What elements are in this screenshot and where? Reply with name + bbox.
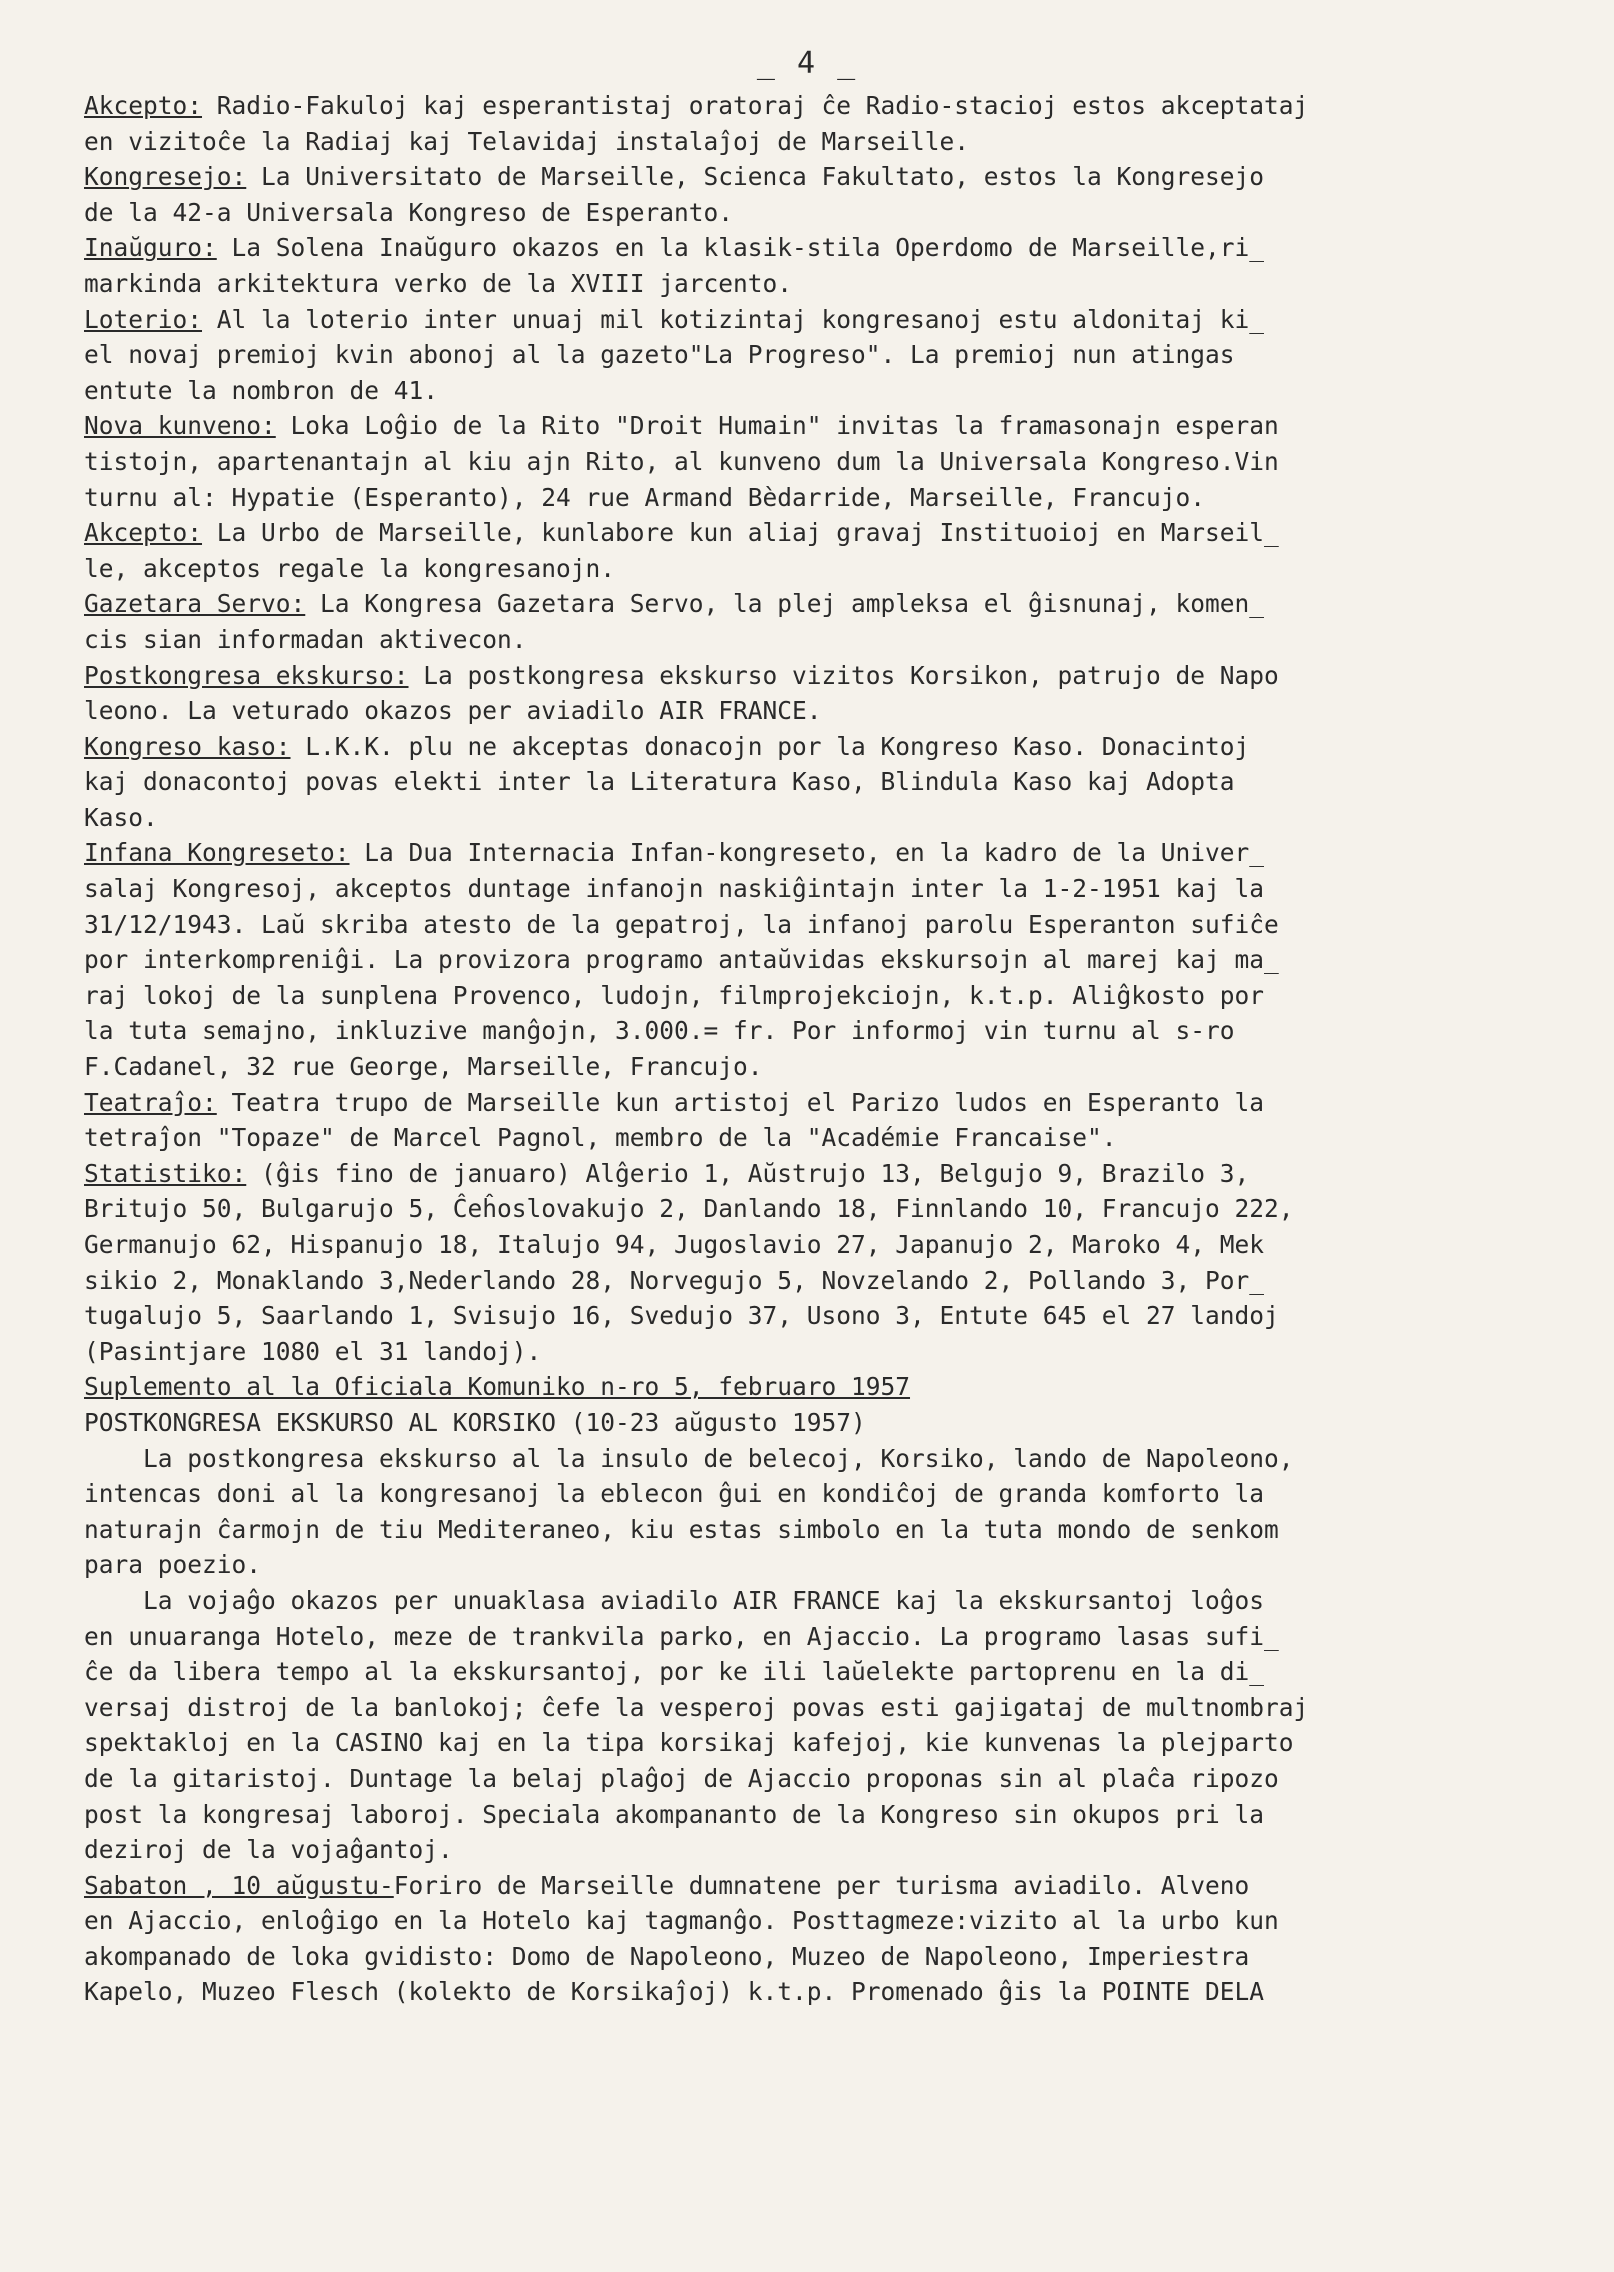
text-line (84, 480, 1544, 516)
text-line (84, 1974, 1544, 2010)
text-line (84, 1583, 1544, 1619)
line-text: versaj distroj de la banlokoj; ĉefe la vesperoj povas esti gajigataj de multnombraj (84, 1692, 1309, 1722)
text-line (84, 1903, 1544, 1939)
line-text: el novaj premioj kvin abonoj al la gazeto"La Progreso". La premioj nun atingas (84, 340, 1235, 370)
text-line (84, 1049, 1544, 1085)
text-line (84, 1939, 1544, 1975)
line-text: spektakloj en la CASINO kaj en la tipa korsikaj kafejoj, kie kunvenas la plejparto (84, 1728, 1294, 1758)
document-body (84, 88, 1544, 2010)
section-label: Akcepto: (84, 518, 203, 548)
text-line (84, 408, 1544, 444)
text-line (84, 1263, 1544, 1299)
text-line (84, 1405, 1544, 1441)
text-line (84, 1761, 1544, 1797)
line-text: La postkongresa ekskurso al la insulo de belecoj, Korsiko, lando de Napoleono, (84, 1443, 1294, 1473)
text-line (84, 1156, 1544, 1192)
text-line (84, 1441, 1544, 1477)
line-text: 31/12/1943. Laŭ skriba atesto de la gepatroj, la infanoj parolu Esperanton sufiĉe (84, 909, 1279, 939)
text-line (84, 337, 1544, 373)
line-text: por interkompreniĝi. La provizora programo antaŭvidas ekskursojn al marej kaj ma_ (84, 945, 1279, 975)
line-text: la tuta semajno, inkluzive manĝojn, 3.000.= fr. Por informoj vin turnu al s-ro (84, 1016, 1235, 1046)
line-text: entute la nombron de 41. (84, 375, 439, 405)
line-text: post la kongresaj laboroj. Speciala akompananto de la Kongreso sin okupos pri la (84, 1799, 1265, 1829)
text-line (84, 1085, 1544, 1121)
line-text: sikio 2, Monaklando 3,Nederlando 28, Norvegujo 5, Novzelando 2, Pollando 3, Por_ (84, 1265, 1265, 1295)
line-text: markinda arkitektura verko de la XVIII jarcento. (84, 268, 793, 298)
line-text: tistojn, apartenantajn al kiu ajn Rito, al kunveno dum la Universala Kongreso.Vin (84, 446, 1279, 476)
line-text: Loka Loĝio de la Rito "Droit Humain" invitas la framasonajn esperan (275, 411, 1279, 441)
section-label: Inaŭguro: (84, 233, 217, 263)
line-text: le, akceptos regale la kongresanojn. (84, 553, 616, 583)
section-label: Statistiko: (84, 1158, 247, 1188)
line-text: La postkongresa ekskurso vizitos Korsikon, patrujo de Napo (408, 660, 1279, 690)
line-text: deziroj de la vojaĝantoj. (84, 1835, 453, 1865)
section-label: Kongreso kaso: (84, 731, 291, 761)
line-text: intencas doni al la kongresanoj la eblecon ĝui en kondiĉoj de granda komforto la (84, 1479, 1265, 1509)
line-text: cis sian informadan aktivecon. (84, 624, 527, 654)
line-text: salaj Kongresoj, akceptos duntage infanojn naskiĝintajn inter la 1-2-1951 kaj la (84, 874, 1265, 904)
text-line (84, 622, 1544, 658)
line-text: akompanado de loka gvidisto: Domo de Napoleono, Muzeo de Napoleono, Imperiestra (84, 1941, 1250, 1971)
text-line (84, 1725, 1544, 1761)
text-line (84, 1369, 1544, 1405)
line-text: Germanujo 62, Hispanujo 18, Italujo 94, Jugoslavio 27, Japanujo 2, Maroko 4, Mek (84, 1230, 1265, 1259)
line-text: tugalujo 5, Saarlando 1, Svisujo 16, Svedujo 37, Usono 3, Entute 645 el 27 landoj (84, 1301, 1279, 1331)
text-line (84, 1120, 1544, 1156)
text-line (84, 444, 1544, 480)
text-line (84, 978, 1544, 1014)
text-line (84, 124, 1544, 160)
line-text: Kapelo, Muzeo Flesch (kolekto de Korsikaĵoj) k.t.p. Promenado ĝis la POINTE DELA (84, 1977, 1265, 2007)
line-text: raj lokoj de la sunplena Provenco, ludojn, filmprojekciojn, k.t.p. Aliĝkosto por (84, 980, 1265, 1010)
section-label: Sabaton , 10 aŭgustu- (84, 1870, 394, 1900)
line-text: POSTKONGRESA EKSKURSO AL KORSIKO (10-23 aŭgusto 1957) (84, 1407, 866, 1437)
text-line (84, 373, 1544, 409)
text-line (84, 1512, 1544, 1548)
text-line (84, 907, 1544, 943)
line-text: La Kongresa Gazetara Servo, la plej ampleksa el ĝisnunaj, komen_ (305, 589, 1265, 619)
line-text: L.K.K. plu ne akceptas donacojn por la Kongreso Kaso. Donacintoj (290, 731, 1250, 761)
text-line (84, 159, 1544, 195)
text-line (84, 266, 1544, 302)
text-line (84, 88, 1544, 124)
line-text: Britujo 50, Bulgarujo 5, Ĉeĥoslovakujo 2, Danlando 18, Finnlando 10, Francujo 222, (84, 1194, 1294, 1224)
line-text: para poezio. (84, 1550, 262, 1580)
text-line (84, 1690, 1544, 1726)
text-line (84, 1227, 1544, 1263)
line-text: La Urbo de Marseille, kunlabore kun aliaj gravaj Instituoioj en Marseil_ (202, 518, 1279, 548)
line-text: Al la loterio inter unuaj mil kotizintaj kongresanoj estu aldonitaj ki_ (202, 304, 1265, 334)
page-number: _ 4 _ (756, 46, 858, 81)
text-line (84, 729, 1544, 765)
text-line (84, 515, 1544, 551)
line-text: de la gitaristoj. Duntage la belaj plaĝoj de Ajaccio proponas sin al plaĉa ripozo (84, 1763, 1279, 1793)
line-text: de la 42-a Universala Kongreso de Esperanto. (84, 197, 734, 227)
line-text: (Pasintjare 1080 el 31 landoj). (84, 1336, 542, 1366)
line-text: Kaso. (84, 802, 158, 832)
text-line (84, 1476, 1544, 1512)
text-line (84, 1654, 1544, 1690)
text-line (84, 1013, 1544, 1049)
section-label: Gazetara Servo: (84, 589, 306, 619)
section-label: Infana Kongreseto: (84, 838, 350, 868)
text-line (84, 693, 1544, 729)
line-text: tetraĵon "Topaze" de Marcel Pagnol, membro de la "Académie Francaise". (84, 1123, 1117, 1153)
text-line (84, 800, 1544, 836)
text-line (84, 764, 1544, 800)
line-text: F.Cadanel, 32 rue George, Marseille, Francujo. (84, 1052, 763, 1082)
text-line (84, 1547, 1544, 1583)
line-text: Foriro de Marseille dumnatene per turisma aviadilo. Alveno (393, 1870, 1250, 1900)
text-line (84, 195, 1544, 231)
line-text: leono. La veturado okazos per aviadilo AIR FRANCE. (84, 696, 822, 726)
line-text: La Dua Internacia Infan-kongreseto, en la kadro de la Univer_ (349, 838, 1265, 868)
text-line (84, 1797, 1544, 1833)
line-text: kaj donacontoj povas elekti inter la Literatura Kaso, Blindula Kaso kaj Adopta (84, 767, 1235, 797)
section-label: Postkongresa ekskurso: (84, 660, 409, 690)
text-line (84, 302, 1544, 338)
text-line (84, 1334, 1544, 1370)
section-label: Akcepto: (84, 91, 203, 120)
text-line (84, 1619, 1544, 1655)
text-line (84, 230, 1544, 266)
text-line (84, 1298, 1544, 1334)
section-label: Teatraĵo: (84, 1087, 217, 1117)
line-text: Teatra trupo de Marseille kun artistoj el Parizo ludos en Esperanto la (216, 1087, 1265, 1117)
line-text: en Ajaccio, enloĝigo en la Hotelo kaj tagmanĝo. Posttagmeze:vizito al la urbo kun (84, 1906, 1279, 1936)
line-text: (ĝis fino de januaro) Alĝerio 1, Aŭstrujo 13, Belgujo 9, Brazilo 3, (246, 1158, 1250, 1188)
text-line (84, 1191, 1544, 1227)
text-line (84, 835, 1544, 871)
section-label: Suplemento al la Oficiala Komuniko n-ro 5, februaro 1957 (84, 1372, 911, 1402)
text-line (84, 586, 1544, 622)
section-label: Loterio: (84, 304, 203, 334)
section-label: Nova kunveno: (84, 411, 276, 441)
text-line (84, 551, 1544, 587)
line-text: Radio-Fakuloj kaj esperantistaj oratoraj ĉe Radio-stacioj estos akceptataj (202, 91, 1309, 120)
line-text: ĉe da libera tempo al la ekskursantoj, por ke ili laŭelekte partoprenu en la di_ (84, 1657, 1265, 1687)
line-text: en unuaranga Hotelo, meze de trankvila parko, en Ajaccio. La programo lasas sufi_ (84, 1621, 1279, 1651)
text-line (84, 871, 1544, 907)
text-line (84, 1868, 1544, 1904)
section-label: Kongresejo: (84, 162, 247, 192)
line-text: naturajn ĉarmojn de tiu Mediteraneo, kiu estas simbolo en la tuta mondo de senkom (84, 1514, 1279, 1544)
line-text: en vizitoĉe la Radiaj kaj Telavidaj instalaĵoj de Marseille. (84, 126, 970, 156)
line-text: La Universitato de Marseille, Scienca Fakultato, estos la Kongresejo (246, 162, 1265, 192)
line-text: La vojaĝo okazos per unuaklasa aviadilo AIR FRANCE kaj la ekskursantoj loĝos (84, 1585, 1265, 1615)
text-line (84, 942, 1544, 978)
line-text: turnu al: Hypatie (Esperanto), 24 rue Armand Bèdarride, Marseille, Francujo. (84, 482, 1206, 512)
line-text: La Solena Inaŭguro okazos en la klasik-stila Operdomo de Marseille,ri_ (216, 233, 1265, 263)
text-line (84, 1832, 1544, 1868)
text-line (84, 658, 1544, 694)
